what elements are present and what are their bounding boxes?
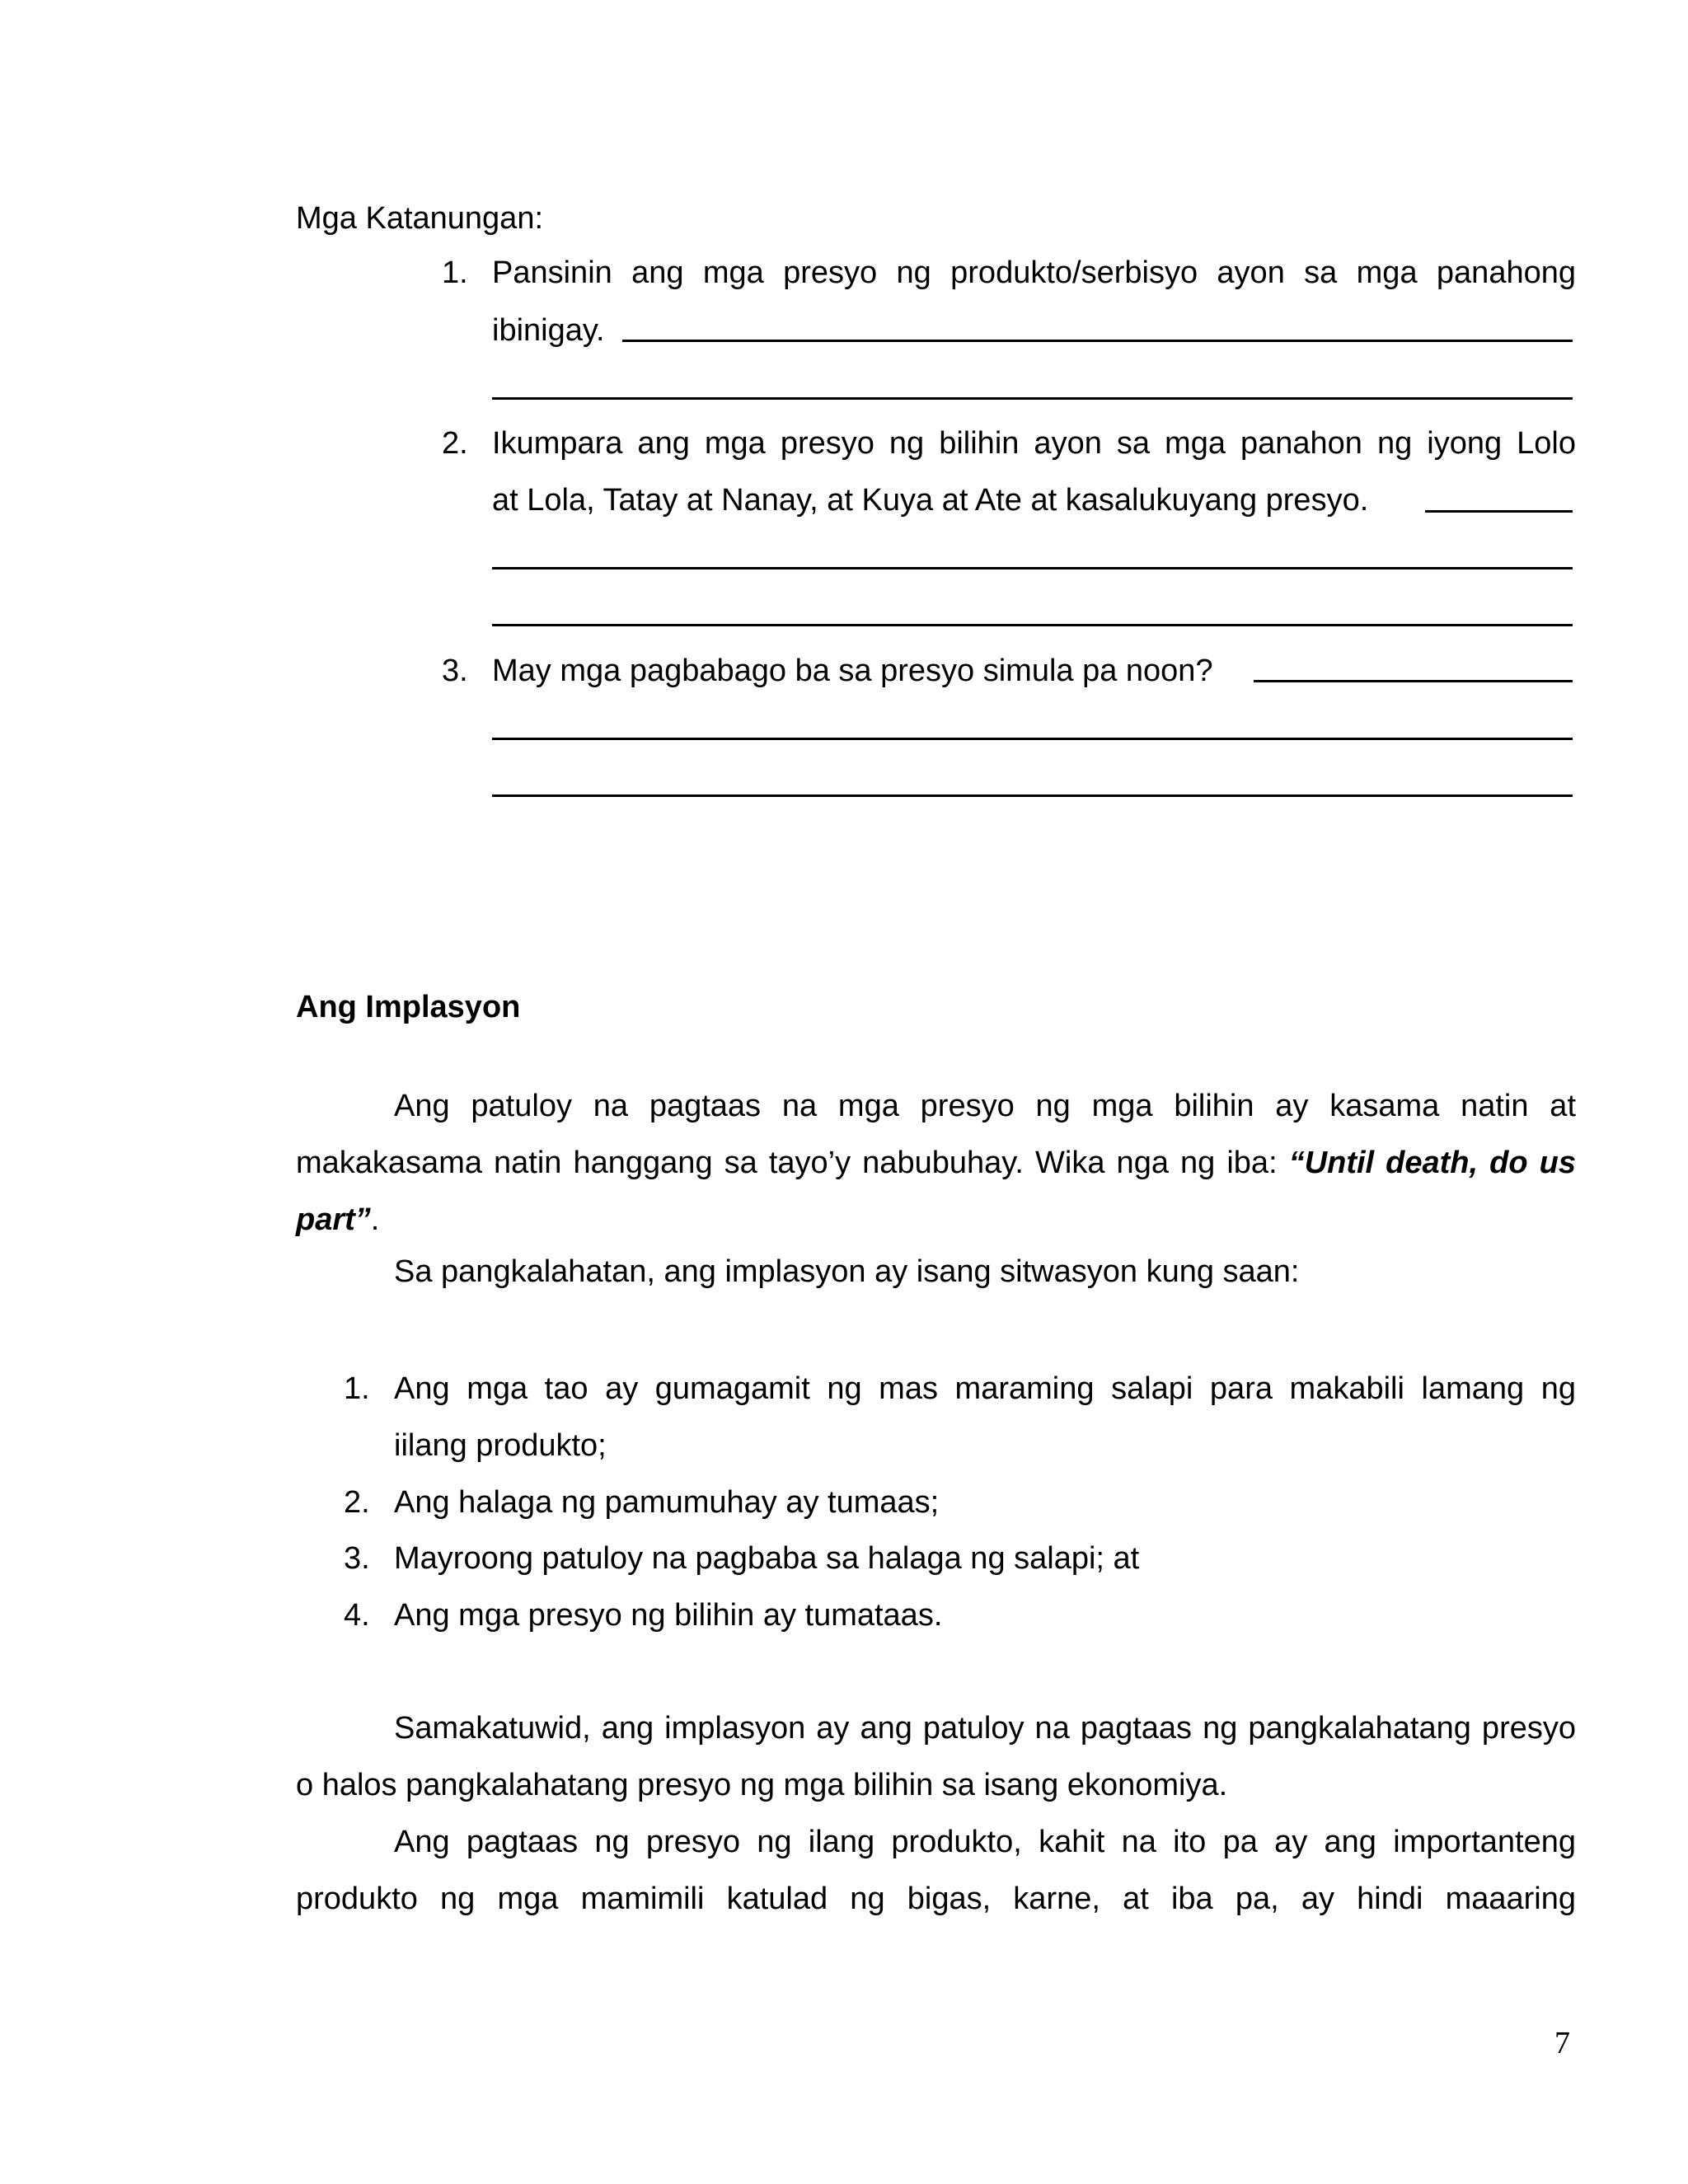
list-item-2-text: Ang halaga ng pamumuhay ay tumaas; — [394, 1485, 940, 1520]
answer-blank-line[interactable] — [1425, 510, 1573, 513]
conclusion-paragraph: Samakatuwid, ang implasyon ay ang patuloy na pagtaas ng pangkalahatang presyo o halos pangkalahatang presyo ng mga bilihin sa isang ekonomiya. — [296, 1711, 1576, 1802]
list-item-4-text: Ang mga presyo ng bilihin ay tumataas. — [394, 1598, 943, 1633]
continuation-paragraph: Ang pagtaas ng presyo ng ilang produkto, kahit na ito pa ay ang importanteng produkto ng mga mamimili katulad ng bigas, karne, at iba pa, ay hindi maaaring — [296, 1825, 1576, 1916]
list-item-2-number: 2. — [344, 1485, 370, 1520]
quote-until-death: “Until death, do us part” — [296, 1146, 1576, 1237]
definition-lead: Sa pangkalahatan, ang implasyon ay isang sitwasyon kung saan: — [394, 1254, 1300, 1289]
question-3-number: 3. — [442, 654, 468, 688]
answer-blank-line[interactable] — [492, 397, 1573, 400]
answer-blank-line[interactable] — [622, 340, 1573, 342]
section-title: Ang Implasyon — [296, 990, 521, 1024]
question-1-number: 1. — [442, 255, 468, 290]
page-number: 7 — [1554, 2026, 1570, 2060]
list-item-1-line2: iilang produkto; — [394, 1428, 607, 1463]
question-2-line1: Ikumpara ang mga presyo ng bilihin ayon sa mga panahon ng iyong Lolo — [492, 426, 1576, 461]
answer-blank-line[interactable] — [492, 567, 1573, 569]
questions-header: Mga Katanungan: — [296, 201, 544, 236]
list-item-3-text: Mayroong patuloy na pagbaba sa halaga ng salapi; at — [394, 1541, 1140, 1576]
question-1-line1: Pansinin ang mga presyo ng produkto/serbisyo ayon sa mga panahong — [492, 255, 1576, 290]
intro-paragraph — [296, 1078, 1576, 1249]
answer-blank-line[interactable] — [492, 794, 1573, 797]
list-item-1-line1: Ang mga tao ay gumagamit ng mas maraming salapi para makabili lamang ng — [394, 1371, 1576, 1406]
question-2-line2: at Lola, Tatay at Nanay, at Kuya at Ate at kasalukuyang presyo. — [492, 483, 1369, 518]
answer-blank-line[interactable] — [492, 738, 1573, 740]
question-1-line2: ibinigay. — [492, 313, 605, 348]
intro-paragraph-end: . — [370, 1202, 380, 1237]
question-3-line1: May mga pagbabago ba sa presyo simula pa noon? — [492, 654, 1213, 688]
question-2-number: 2. — [442, 426, 468, 461]
answer-blank-line[interactable] — [1254, 680, 1573, 682]
list-item-4-number: 4. — [344, 1598, 370, 1633]
list-item-1-number: 1. — [344, 1371, 370, 1406]
list-item-3-number: 3. — [344, 1541, 370, 1576]
intro-paragraph-text: Ang patuloy na pagtaas na mga presyo ng mga bilihin ay kasama natin at makakasama natin hanggang sa tayo’y nabubuhay. Wika nga ng iba: — [296, 1089, 1576, 1180]
answer-blank-line[interactable] — [492, 624, 1573, 626]
